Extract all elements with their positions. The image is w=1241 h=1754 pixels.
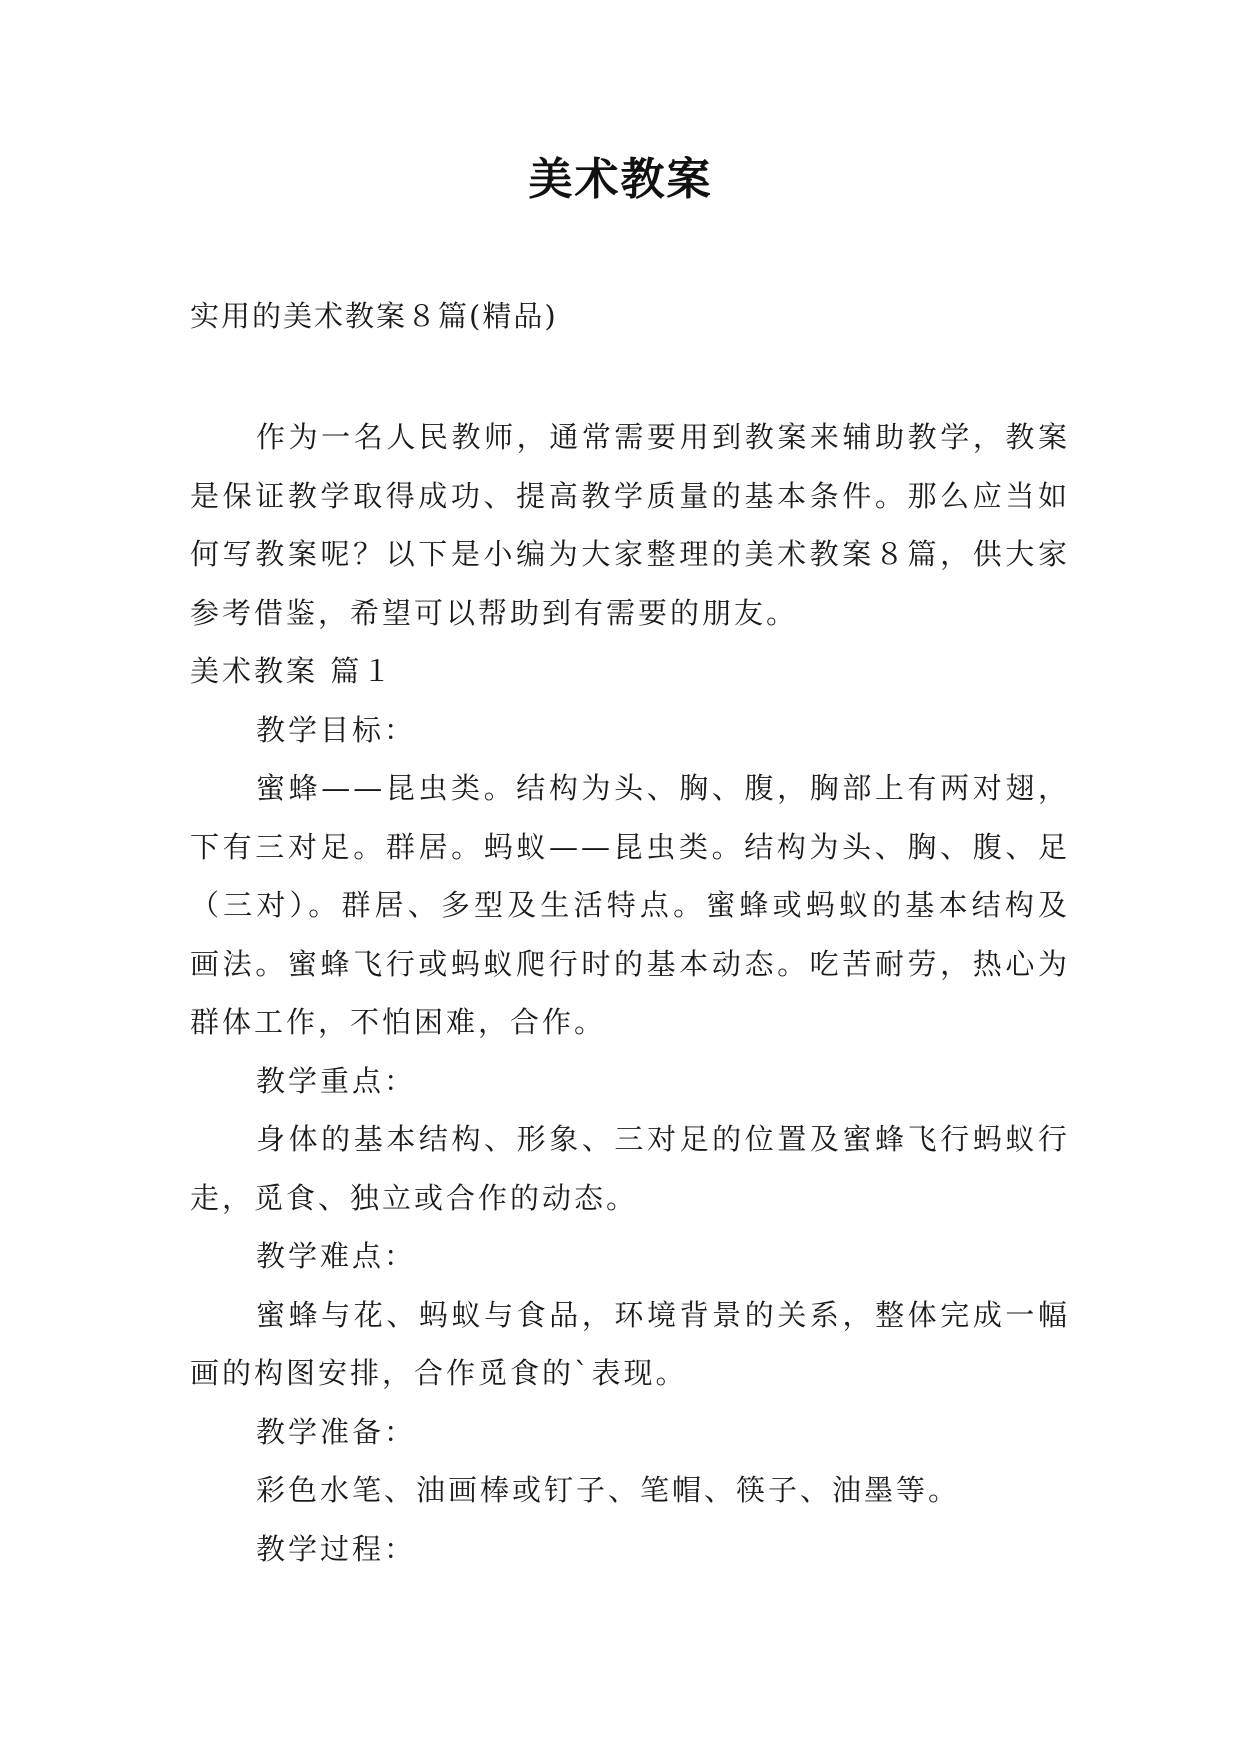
- document-body: [190, 408, 1070, 1578]
- teaching-process-label: 教学过程：: [256, 1531, 417, 1566]
- teaching-goals-label: 教学目标：: [256, 712, 417, 747]
- document-subtitle: 实用的美术教案８篇(精品): [190, 299, 558, 333]
- teaching-difficulty-paragraph: 蜜蜂与花、蚂蚁与食品，环境背景的关系，整体完成一幅画的构图安排，合作觅食的`表现。: [190, 1297, 1070, 1390]
- teaching-focus-paragraph: 身体的基本结构、形象、三对足的位置及蜜蜂飞行蚂蚁行走，觅食、独立或合作的动态。: [190, 1122, 1070, 1215]
- teaching-focus-label: 教学重点：: [256, 1063, 417, 1098]
- teaching-preparation-paragraph: 彩色水笔、油画棒或钉子、笔帽、筷子、油墨等。: [256, 1473, 961, 1507]
- section-heading: 美术教案 篇１: [190, 654, 395, 688]
- intro-paragraph: 作为一名人民教师，通常需要用到教案来辅助教学，教案是保证教学取得成功、提高教学质量的基本条件。那么应当如何写教案呢？以下是小编为大家整理的美术教案８篇，供大家参考借鉴，希望可以帮助到有需要的朋友。: [190, 420, 1070, 630]
- teaching-preparation-label: 教学准备：: [256, 1414, 417, 1449]
- teaching-difficulty-label: 教学难点：: [256, 1239, 417, 1273]
- teaching-goals-paragraph: 蜜蜂——昆虫类。结构为头、胸、腹，胸部上有两对翅，下有三对足。群居。蚂蚁——昆虫类。结构为头、胸、腹、足（三对）。群居、多型及生活特点。蜜蜂或蚂蚁的基本结构及画法。蜜蜂飞行或蚂蚁爬行时的基本动态。吃苦耐劳，热心为群体工作，不怕困难，合作。: [190, 771, 1070, 1039]
- document-title: 美术教案: [528, 154, 713, 205]
